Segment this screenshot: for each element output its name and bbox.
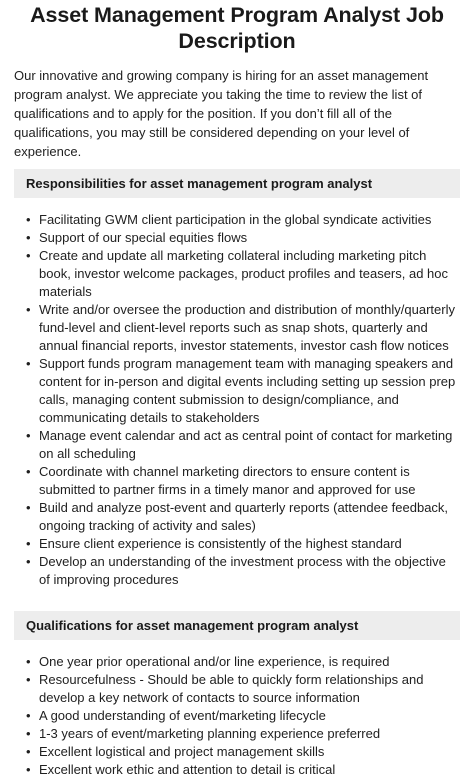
- list-item-text: Resourcefulness - Should be able to quickly form relationships and develop a key network of contacts to source information: [39, 672, 424, 705]
- list-item-text: Ensure client experience is consistently of the highest standard: [39, 536, 402, 551]
- list-item-text: Facilitating GWM client participation in the global syndicate activities: [39, 212, 432, 227]
- list-item-text: Develop an understanding of the investment process with the objective of improving procedures: [39, 554, 446, 587]
- intro-paragraph: Our innovative and growing company is hiring for an asset management program analyst. We appreciate you taking the time to review the list of qualifications and to apply for the position. If you don’t fill all of the qualifications, you may still be considered depending on your level of experience.: [14, 68, 429, 159]
- bullet-icon: •: [26, 356, 31, 371]
- list-item: [26, 301, 460, 355]
- page-title: Asset Management Program Analyst Job Description: [30, 3, 444, 53]
- list-item: [26, 553, 460, 589]
- list-item-text: Excellent work ethic and attention to detail is critical: [39, 762, 336, 777]
- bullet-icon: •: [26, 464, 31, 479]
- list-item: [26, 355, 460, 427]
- list-item-text: Manage event calendar and act as central point of contact for marketing on all scheduling: [39, 428, 453, 461]
- list-item-text: Support funds program management team with managing speakers and content for in-person and digital events including setting up session prep calls, managing content submission to design/compliance, and communicating details to stakeholders: [39, 356, 456, 425]
- list-item-text: Create and update all marketing collateral including marketing pitch book, investor welcome packages, product profiles and teasers, ad hoc materials: [39, 248, 449, 299]
- responsibilities-list: [14, 211, 460, 589]
- qualifications-list: [14, 653, 460, 779]
- list-item-text: Write and/or oversee the production and distribution of monthly/quarterly fund-level and client-level reports such as snap shots, quarterly and annual financial reports, investor statements, investor cash flow notices: [39, 302, 455, 353]
- list-item-text: One year prior operational and/or line experience, is required: [39, 654, 390, 669]
- list-item-text: A good understanding of event/marketing lifecycle: [39, 708, 326, 723]
- bullet-icon: •: [26, 762, 31, 777]
- bullet-icon: •: [26, 500, 31, 515]
- list-item: [26, 247, 460, 301]
- bullet-icon: •: [26, 726, 31, 741]
- bullet-icon: •: [26, 212, 31, 227]
- list-item-text: Excellent logistical and project management skills: [39, 744, 325, 759]
- bullet-icon: •: [26, 744, 31, 759]
- list-item-text: Coordinate with channel marketing directors to ensure content is submitted to partner firms in a timely manor and approved for use: [39, 464, 416, 497]
- list-item: [26, 671, 460, 707]
- list-item: [26, 535, 460, 553]
- list-item: [26, 743, 460, 761]
- bullet-icon: •: [26, 654, 31, 669]
- list-item: [26, 427, 460, 463]
- list-item: [26, 463, 460, 499]
- list-item: [26, 725, 460, 743]
- qualifications-heading: Qualifications for asset management program analyst: [14, 611, 460, 640]
- list-item: [26, 761, 460, 779]
- list-item-text: Build and analyze post-event and quarterly reports (attendee feedback, ongoing tracking of activity and sales): [39, 500, 449, 533]
- list-item-text: 1-3 years of event/marketing planning experience preferred: [39, 726, 381, 741]
- bullet-icon: •: [26, 554, 31, 569]
- bullet-icon: •: [26, 428, 31, 443]
- list-item: [26, 211, 460, 229]
- bullet-icon: •: [26, 230, 31, 245]
- bullet-icon: •: [26, 536, 31, 551]
- responsibilities-heading: Responsibilities for asset management program analyst: [14, 169, 460, 198]
- bullet-icon: •: [26, 708, 31, 723]
- list-item-text: Support of our special equities flows: [39, 230, 248, 245]
- bullet-icon: •: [26, 302, 31, 317]
- list-item: [26, 499, 460, 535]
- list-item: [26, 653, 460, 671]
- bullet-icon: •: [26, 672, 31, 687]
- bullet-icon: •: [26, 248, 31, 263]
- list-item: [26, 229, 460, 247]
- list-item: [26, 707, 460, 725]
